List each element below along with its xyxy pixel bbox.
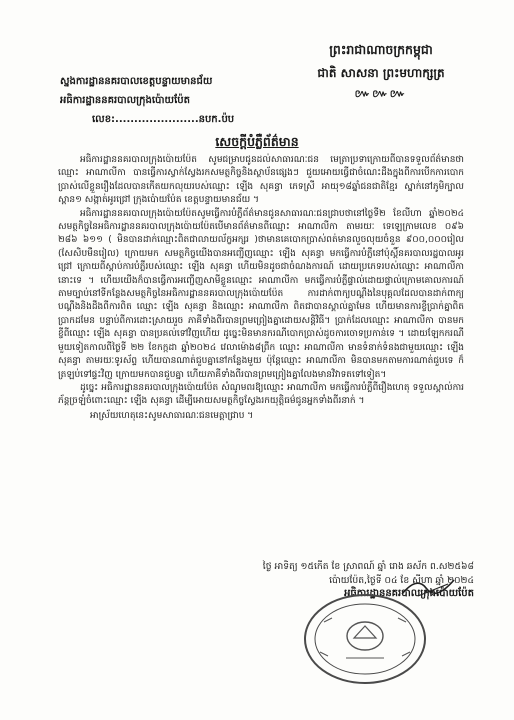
lunar-date: ថ្ងៃ អាទិត្យ ១៥កើត ខែ ស្រាពណ៍ ឆ្នាំ រោង ឆស័ក ព.ស២៥៦៨ [262,561,474,572]
issuer-line-provincial: ស្នងការដ្ឋាននគរបាលខេត្តបន្ទាយមានជ័យ [60,76,213,87]
body-paragraph-1: អធិការដ្ឋាននគរបាលក្រុងប៉ោយប៉ែត សូមជម្រាបជូនដល់សាធារណៈជន មេត្រាប្រទាក្រោយពីបានទទួលព័ត៌មានថាឈ្មោះ អាណាលីកា បានធ្វើការស្វាក់ស្វែងរកសមត្ថកិច្ចនិងស្ថាប័នផ្សេងៗ ជួយអោយធ្វើជាចំណេះដឹងក្នុងពីការបើកការបោកប្រាស់លើខ្លួនរឿងដែលបានកើតយកលុយរបស់ឈ្មោះ ឡើង សុគន្ធា ភេទស្រី អាយុ១៨ឆ្នាំជនជាតិខ្មែរ ស្នាក់នៅភូមិក្បាលស្ពាន១ សង្កាត់អូរជ្រៅ ក្រុងប៉ោយប៉ែត ខេត្តបន្ទាយមានជ័យ ។ [58,155,464,206]
document-body [58,154,464,423]
body-paragraph-3: ដូច្នេះ អធិការដ្ឋាននគរបាលក្រុងប៉ោយប៉ែត សំណូមពរឱ្យឈ្មោះ អាណាលីកា មកធ្វើការបំភ្លឺពីរឿងហេតុ ទទួលស្គាល់ការភ័ន្តច្រឡំចំពោះឈ្មោះ ឡើង សុគន្ធា ដើម្បីអោយសមត្ថកិច្ចស្វែងរកយុត្តិធម៌ជូនអ្នកទាំងពីរនាក់ ។ [58,382,464,407]
issuing-authority [60,72,280,110]
closing-line: អាស្រ័យហេតុនេះសូមសាធារណៈជនមេត្តាជ្រាប ។ [90,410,254,421]
document-title: សេចក្តីបំភ្លឺព័ត៌មាន [215,134,299,149]
official-seal [302,592,428,686]
header-ornament: ៚៚៚ [354,87,408,100]
signer-title: អធិការដ្ឋាននគរបាលក្រុងប៉ោយប៉ែត [344,588,474,599]
kingdom-title: ព្រះរាជាណាចក្រកម្ពុជា [329,42,433,57]
national-motto: ជាតិ សាសនា ព្រះមហាក្សត្រ [317,66,445,80]
body-paragraph-2: អធិការដ្ឋាននគរបាលក្រុងប៉ោយប៉ែតសូមធ្វើការបំភ្លឺព័ត៌មានជូនសាធារណៈជនជ្រាបថានៅថ្ងៃទី២ ខែលីហា ឆ្នាំ២០២៤ សមត្ថកិច្ចនៃអធិការដ្ឋាននគរបាលក្រុងប៉ោយប៉ែតបើមានព័ត៌មានពីឈ្មោះ អាណាលីកា តាមរយៈ ទេឡេក្រាមលេខ ០៩៦ ២៨៦ ៦១១ ( មិនបានដាក់ឈ្មោះពិតជាលាយល័ក្ខអក្សរ )ថាមានគេបោកប្រាស់ពត់មានលួចលុយចំនួន ៩០០,០០០រៀល (សែសិបមឺនរៀល) ក្រោយមក សមត្ថកិច្ចយើងបានអញ្ជើញឈ្មោះ ឡើង សុគន្ធា មកធ្វើការបំភ្លឺនៅប៉ុស្តិ៍នគរបាលរដ្ឋបាលអូរជ្រៅ ក្រោយពីស្តាប់ការបំភ្លឺរបស់ឈ្មោះ ឡើង សុគន្ធា ហើយមិនដូចជាចំណងការណ៍ ដោយប្រភេទរបស់ឈ្មោះ អាណាលីកា នោះទេ ។ ហើយយើងក៏បានធ្វើការអញ្ជើញសាមីខ្លួនឈ្មោះ អាណាលីកា មកធ្វើការបំភ្លឺផ្ទាល់ដោយផ្ទាល់ក្រោមគោលការណ៍តាមច្បាប់នៅទីកន្លែងសមត្ថកិច្ចនៃអធិការដ្ឋាននគរបាលក្រុងប៉ោយប៉ែត ការដាក់ពាក្យបណ្តឹងនៃបុគ្គលដែលបានដាក់ពាក្យបណ្តឹងនិងដឹងពីការពិត ឈ្មោះ ឡើង សុគន្ធា និងឈ្មោះ អាណាលីកា ពិតជាបានស្គាល់គ្នាមែន ហើយមានការខ្ចីប្រាក់គ្នាពិតប្រាកដមែន បន្ទាប់ពីការដោះស្រាយរួច ភាគីទាំងពីរបានព្រមព្រៀងគ្នាដោយសន្តិវិធី។ ប្រាក់ដែលឈ្មោះ អាណាលីកា បានមកខ្ចីពីឈ្មោះ ឡើង សុគន្ធា បានប្រគល់ទៅវិញហើយ ដូច្នេះមិនមានករណីបោកប្រាស់ដូចការចោទប្រកាន់ទេ ។ ដោយឡែកករណីមួយទៀតកាលពីថ្ងៃទី ២២ ខែកក្កដា ឆ្នាំ២០២៤ វេលាម៉ោង៨ព្រឹក ឈ្មោះ អាណាលីកា មានទំនាក់ទំនងជាមួយឈ្មោះ ឡើង សុគន្ធា តាមរយៈទូរស័ព្ទ ហើយបានណាត់ជួបគ្នានៅកន្លែងមួយ ប៉ុន្តែឈ្មោះ អាណាលីកា មិនបានមកតាមការណាត់ជួបទេ ក៏ត្រឡប់ទៅផ្ទះវិញ ក្រោយមកបានជួបគ្នា ហើយភាគីទាំងពីរបានព្រមព្រៀងគ្នាលែងមានវិវាទតទៅទៀត។ [58,208,464,380]
issuer-line-district: អធិការដ្ឋាននគរបាលក្រុងប៉ោយប៉ែត [60,95,190,106]
kingdom-header [306,42,456,103]
reference-number: លេខ:......................នបក.ប៉ប [92,114,235,125]
solar-date: ប៉ោយប៉ែត,ថ្ងៃទី ០៤ ខែ សីហា ឆ្នាំ ២០២៤ [329,574,474,586]
